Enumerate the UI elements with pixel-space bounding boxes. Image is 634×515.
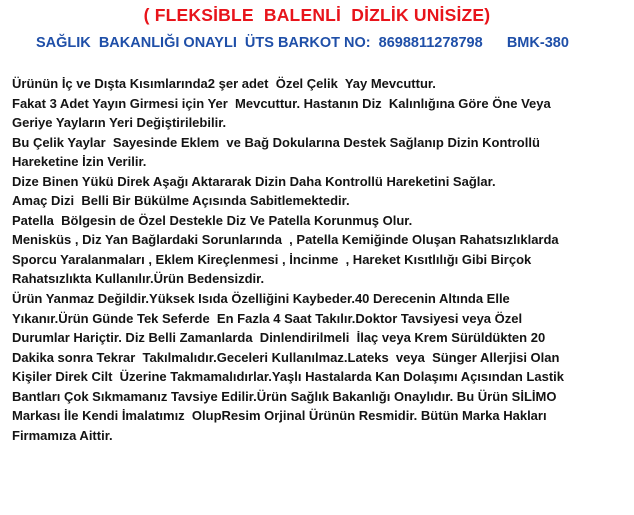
description-line: Geriye Yayların Yeri Değiştirilebilir. (12, 115, 227, 131)
regulatory-barcode-line: SAĞLIK BAKANLIĞI ONAYLI ÜTS BARKOT NO: 8698811278798 BMK-380 (36, 35, 569, 51)
description-line: Kişiler Direk Cilt Üzerine Takmamalıdırlar.Yaşlı Hastalarda Kan Dolaşımı Açısından Lastik (12, 369, 564, 385)
description-line: Dakika sonra Tekrar Takılmalıdır.Geceleri Kullanılmaz.Lateks veya Sünger Allerjisi Olan (12, 349, 560, 365)
description-line: Sporcu Yaralanmaları , Eklem Kireçlenmesi , İncinme , Hareket Kısıtlılığı Gibi Birçok (12, 251, 532, 267)
description-line: Yıkanır.Ürün Günde Tek Seferde En Fazla 4 Saat Takılır.Doktor Tavsiyesi veya Özel (12, 310, 523, 326)
description-line: Bu Çelik Yaylar Sayesinde Eklem ve Bağ Dokularına Destek Sağlanıp Dizin Kontrollü (12, 134, 540, 150)
description-line: Durumlar Hariçtir. Diz Belli Zamanlarda Dinlendirilmeli İlaç veya Krem Sürüldükten 20 (12, 330, 546, 346)
description-line: Amaç Dizi Belli Bir Bükülme Açısında Sabitlemektedir. (12, 193, 350, 209)
product-description (12, 74, 627, 445)
description-line: Ürün Yanmaz Değildir.Yüksek Isıda Özelliğini Kaybeder.40 Derecenin Altında Elle (12, 291, 510, 307)
description-line: Ürünün İç ve Dışta Kısımlarında2 şer adet Özel Çelik Yay Mevcuttur. (12, 76, 436, 91)
description-line: Firmamıza Aittir. (12, 427, 113, 443)
description-line: Bantları Çok Sıkmamanız Tavsiye Edilir.Ürün Sağlık Bakanlığı Onaylıdır. Bu Ürün SİLİMO (12, 388, 557, 404)
description-line: Fakat 3 Adet Yayın Girmesi için Yer Mevcuttur. Hastanın Diz Kalınlığına Göre Öne Veya (12, 95, 551, 111)
description-line: Hareketine İzin Verilir. (12, 154, 147, 170)
description-line: Menisküs , Diz Yan Bağlardaki Sorunlarında , Patella Kemiğinde Oluşan Rahatsızlıklarda (12, 232, 559, 248)
description-line: Patella Bölgesin de Özel Destekle Diz Ve Patella Korunmuş Olur. (12, 212, 413, 228)
description-line: Markası İle Kendi İmalatımız OlupResim Orjinal Ürünün Resmidir. Bütün Marka Hakları (12, 408, 547, 424)
description-line: Rahatsızlıkta Kullanılır.Ürün Bedensizdir. (12, 271, 265, 287)
page-title: ( FLEKSİBLE BALENLİ DİZLİK UNİSİZE) (143, 5, 491, 25)
description-line: Dize Binen Yükü Direk Aşağı Aktararak Dizin Daha Kontrollü Hareketini Sağlar. (12, 173, 496, 189)
